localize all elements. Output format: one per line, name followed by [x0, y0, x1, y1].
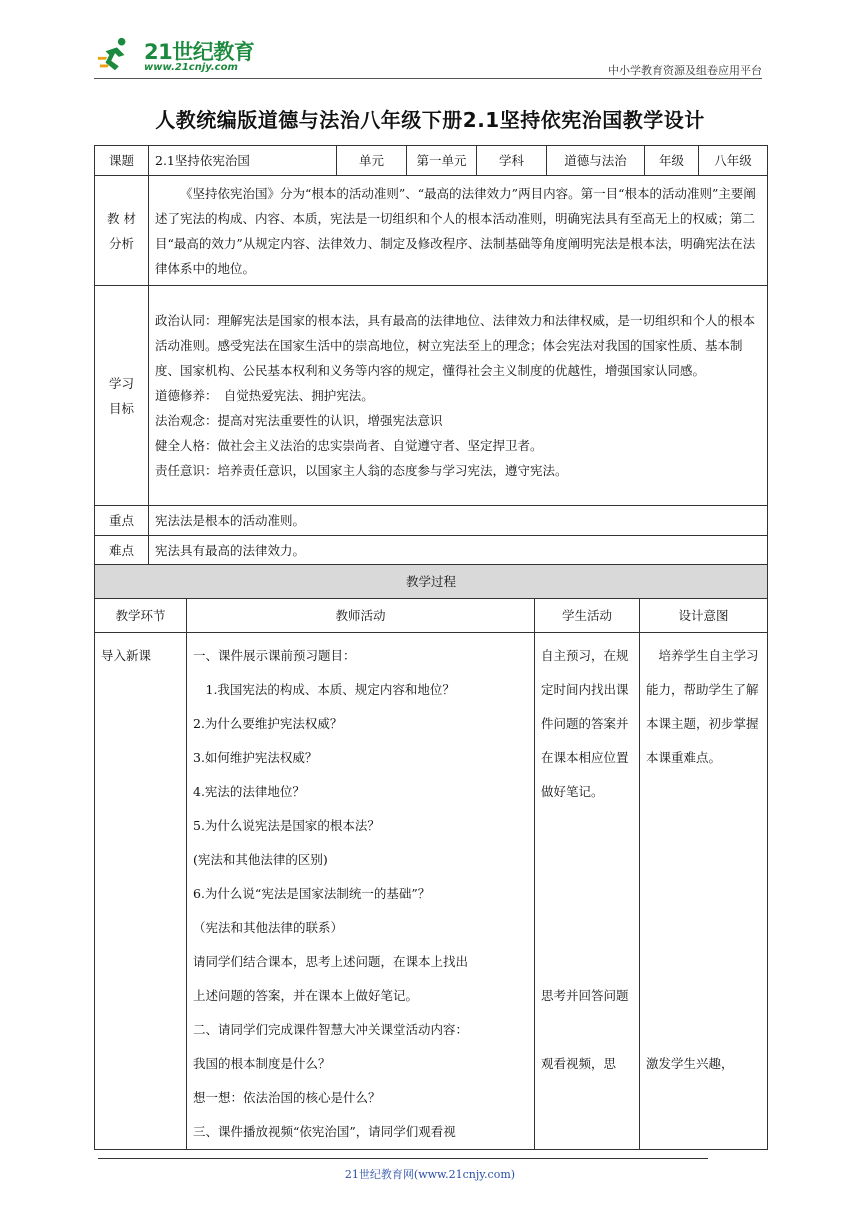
spacer [541, 945, 633, 979]
teaching-process-table [94, 564, 768, 1150]
teacher-line: （宪法和其他法律的联系） [193, 920, 344, 935]
page-header [94, 34, 762, 80]
topic-value: 2.1坚持依宪治国 [149, 146, 337, 176]
goals-content [149, 286, 768, 506]
teacher-line: 6.为什么说“宪法是国家法制统一的基础”？ [193, 886, 431, 901]
process-title-row [95, 565, 768, 599]
teacher-line: 一、课件展示课前预习题目： [193, 648, 356, 663]
header-intent: 设计意图 [640, 599, 768, 633]
topic-label: 课题 [95, 146, 149, 176]
spacer [541, 1013, 633, 1047]
teacher-activity [187, 633, 535, 1150]
key-point-row [95, 506, 768, 536]
goal-personality: 健全人格：做社会主义法治的忠实崇尚者、自觉遵守者、坚定捍卫者。 [155, 438, 543, 453]
header-student: 学生活动 [535, 599, 640, 633]
spacer [646, 877, 761, 911]
grade-value: 八年级 [699, 146, 768, 176]
spacer [646, 843, 761, 877]
footer-divider [98, 1158, 708, 1159]
header-stage: 教学环节 [95, 599, 187, 633]
analysis-row [95, 176, 768, 286]
spacer [646, 775, 761, 809]
key-point-text: 宪法法是根本的活动准则。 [149, 506, 768, 536]
teacher-line: 3.如何维护宪法权威？ [193, 750, 318, 765]
difficulty-row [95, 536, 768, 566]
intent-2: 激发学生兴趣， [646, 1056, 734, 1071]
teacher-line: 我国的根本制度是什么？ [193, 1056, 331, 1071]
goals-label-2: 目标 [108, 400, 134, 416]
teacher-line: 请同学们结合课本，思考上述问题，在课本上找出 [193, 954, 469, 969]
logo-url: www.21cnjy.com [144, 62, 238, 73]
subject-label: 学科 [477, 146, 547, 176]
analysis-label [95, 176, 149, 286]
info-row [95, 146, 768, 176]
goal-responsibility: 责任意识：培养责任意识，以国家主人翁的态度参与学习宪法，遵守宪法。 [155, 463, 568, 478]
header-divider [94, 78, 762, 79]
subject-value: 道德与法治 [547, 146, 645, 176]
process-header-row [95, 599, 768, 633]
intent-1: 培养学生自主学习能力，帮助学生了解本课主题，初步掌握本课重难点。 [646, 648, 759, 765]
spacer [646, 809, 761, 843]
goal-law: 法治观念：提高对宪法重要性的认识，增强宪法意识 [155, 413, 443, 428]
difficulty-text: 宪法具有最高的法律效力。 [149, 536, 768, 566]
runner-logo-icon [96, 36, 134, 74]
spacer [541, 809, 633, 843]
spacer [541, 877, 633, 911]
teacher-line: 2.为什么要维护宪法权威？ [193, 716, 343, 731]
goal-political: 政治认同：理解宪法是国家的根本法，具有最高的法律地位、法律效力和法律权威，是一切组织和个人的根本活动准则。感受宪法在国家生活中的崇高地位，树立宪法至上的理念；体会宪法对我国的国家性质、基本制度、国家机构、公民基本权利和义务等内容的规定，懂得社会主义制度的优越性，增强国家认同感。 [155, 313, 756, 378]
difficulty-label: 难点 [95, 536, 149, 566]
grade-label: 年级 [645, 146, 699, 176]
design-intent [640, 633, 768, 1150]
spacer [646, 945, 761, 979]
student-activity-3: 观看视频，思 [541, 1056, 617, 1071]
teacher-line: 4.宪法的法律地位？ [193, 784, 305, 799]
spacer [646, 1013, 761, 1047]
student-activity-2: 思考并回答问题 [541, 988, 629, 1003]
process-title: 教学过程 [95, 565, 768, 599]
teacher-line: 1.我国宪法的构成、本质、规定内容和地位？ [193, 682, 455, 697]
spacer [541, 911, 633, 945]
analysis-text: 《坚持依宪治国》分为“根本的活动准则”、“最高的法律效力”两目内容。第一目“根本的活动准则”主要阐述了宪法的构成、内容、本质，宪法是一切组织和个人的根本活动准则，明确宪法具有至高无上的权威；第二目“最高的效力”从规定内容、法律效力、制定及修改程序、法制基础等角度阐明宪法是根本法，明确宪法在法律体系中的地位。 [149, 176, 768, 286]
document-title: 人教统编版道德与法治八年级下册2.1坚持依宪治国教学设计 [155, 108, 705, 132]
process-row [95, 633, 768, 1150]
platform-name: 中小学教育资源及组卷应用平台 [608, 64, 762, 77]
student-activity [535, 633, 640, 1150]
spacer [646, 979, 761, 1013]
teacher-line: 上述问题的答案，并在课本上做好笔记。 [193, 988, 419, 1003]
stage-cell: 导入新课 [95, 633, 187, 1150]
logo-text: 21世纪教育 [144, 40, 255, 64]
student-activity-1: 自主预习，在规定时间内找出课件问题的答案并在课本相应位置做好笔记。 [541, 648, 629, 799]
teacher-line: 5.为什么说宪法是国家的根本法？ [193, 818, 380, 833]
goal-moral: 道德修养： 自觉热爱宪法、拥护宪法。 [155, 388, 374, 403]
goals-label-1: 学习 [108, 375, 134, 391]
key-point-label: 重点 [95, 506, 149, 536]
analysis-label-2: 分析 [108, 235, 134, 251]
unit-label: 单元 [337, 146, 407, 176]
teacher-line: 三、课件播放视频“依宪治国”，请同学们观看视 [193, 1124, 456, 1139]
header-teacher: 教师活动 [187, 599, 535, 633]
footer-link[interactable]: 21世纪教育网(www.21cnjy.com) [344, 1168, 516, 1181]
spacer [541, 843, 633, 877]
teacher-line: 想一想：依法治国的核心是什么？ [193, 1090, 381, 1105]
goals-row [95, 286, 768, 506]
site-logo[interactable] [94, 34, 264, 78]
teacher-line: 二、请同学们完成课件智慧大冲关课堂活动内容： [193, 1022, 469, 1037]
spacer [646, 911, 761, 945]
analysis-label-1: 教 材 [107, 210, 136, 226]
goals-label [95, 286, 149, 506]
lesson-info-table [94, 145, 768, 566]
teacher-line: (宪法和其他法律的区别) [193, 852, 328, 867]
unit-value: 第一单元 [407, 146, 477, 176]
